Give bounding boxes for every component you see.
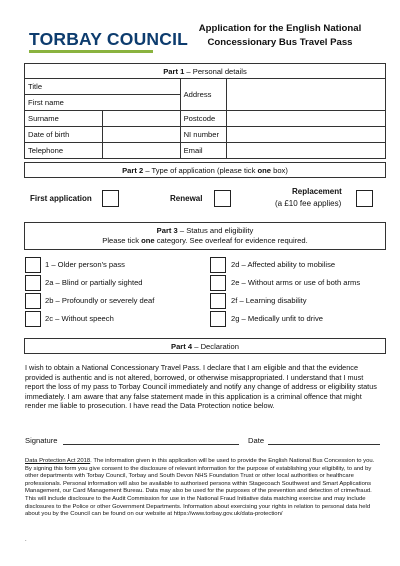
title-line-1: Application for the English National bbox=[198, 23, 362, 34]
postcode-field[interactable] bbox=[226, 111, 385, 127]
option-2g-label: 2g – Medically unfit to drive bbox=[231, 314, 324, 323]
telephone-label: Telephone bbox=[28, 146, 64, 155]
option-2a-label: 2a – Blind or partially sighted bbox=[45, 278, 143, 287]
logo-torbay-text: TORBAY bbox=[29, 29, 102, 49]
signature-label: Signature bbox=[25, 436, 58, 445]
option-2b-label: 2b – Profoundly or severely deaf bbox=[45, 296, 155, 305]
option-2g-checkbox[interactable] bbox=[210, 311, 226, 327]
signature-field[interactable] bbox=[63, 444, 239, 445]
renewal-checkbox[interactable] bbox=[214, 190, 231, 207]
surname-label: Surname bbox=[28, 114, 59, 123]
first-name-label: First name bbox=[28, 98, 64, 107]
email-label-cell bbox=[180, 143, 226, 159]
option-2f-label: 2f – Learning disability bbox=[231, 296, 307, 305]
option-1-label: 1 – Older person's pass bbox=[45, 260, 125, 269]
option-2f-checkbox[interactable] bbox=[210, 293, 226, 309]
first-name-field[interactable] bbox=[25, 95, 181, 111]
data-protection-text: . The information given in this application will be used to provide the English National Bus Concession to you. By signing this form you give consent to the disclosure of relevant information for the purpose of establishing your eligibility, to and by other departments with Torbay Council, Torbay and South Devon NHS Foundation Trust or other local authorities or healthcare professionals. Personal information will also be available to authorised persons within Stagecoach Southwest and Smart Applications Management, our Card Management Bureau. Data may also be used for the purposes of the prevention and detection of crime/fraud. This will include disclosure to the Audit Commission for use in the National Fraud Initiative data matching exercise and may include disclosures to the Police or other Government Departments. Information about exercising your rights in relation to personal data held about you by the Council can be found on our website at https://www.torbay.gov.uk/data-protection/ bbox=[25, 458, 375, 518]
option-2d-checkbox[interactable] bbox=[210, 257, 226, 273]
option-2a-checkbox[interactable] bbox=[25, 275, 41, 291]
surname-label-cell bbox=[25, 111, 103, 127]
trailing-dot: . bbox=[25, 537, 27, 543]
title-label: Title bbox=[28, 82, 43, 91]
part1-heading: Part 1 – Personal details bbox=[25, 64, 386, 79]
address-label-cell bbox=[180, 79, 226, 111]
address-label: Address bbox=[183, 90, 212, 99]
ni-label-cell bbox=[180, 127, 226, 143]
replacement-label: Replacement bbox=[292, 187, 342, 196]
postcode-label: Postcode bbox=[183, 114, 216, 123]
data-protection-title: Data Protection Act 2018 bbox=[25, 458, 91, 464]
part3-heading-box bbox=[24, 222, 386, 250]
title-line-2: Concessionary Bus Travel Pass bbox=[207, 37, 353, 48]
replacement-checkbox[interactable] bbox=[356, 190, 373, 207]
document-title bbox=[190, 22, 370, 50]
part3-heading: Part 3 – Status and eligibility Please tick one category. See overleaf for evidence required. bbox=[25, 223, 386, 250]
option-2e-label: 2e – Without arms or use of both arms bbox=[231, 278, 361, 287]
dob-label: Date of birth bbox=[28, 130, 70, 139]
logo-underline bbox=[29, 50, 153, 53]
dob-label-cell bbox=[25, 127, 103, 143]
telephone-field[interactable] bbox=[102, 143, 180, 159]
logo-council-text: COUNCIL bbox=[106, 29, 189, 49]
ni-number-field[interactable] bbox=[226, 127, 385, 143]
date-field[interactable] bbox=[268, 444, 380, 445]
part4-heading: Part 4 – Declaration bbox=[25, 339, 386, 354]
replacement-fee-note: (a £10 fee applies) bbox=[275, 199, 342, 208]
telephone-label-cell bbox=[25, 143, 103, 159]
renewal-label: Renewal bbox=[170, 194, 203, 203]
postcode-label-cell bbox=[180, 111, 226, 127]
option-1-checkbox[interactable] bbox=[25, 257, 41, 273]
title-field[interactable] bbox=[25, 79, 181, 95]
email-field[interactable] bbox=[226, 143, 385, 159]
data-protection-notice bbox=[25, 458, 381, 519]
address-field[interactable] bbox=[226, 79, 385, 111]
option-2b-checkbox[interactable] bbox=[25, 293, 41, 309]
option-2c-checkbox[interactable] bbox=[25, 311, 41, 327]
surname-field[interactable] bbox=[102, 111, 180, 127]
first-application-checkbox[interactable] bbox=[102, 190, 119, 207]
option-2e-checkbox[interactable] bbox=[210, 275, 226, 291]
option-2c-label: 2c – Without speech bbox=[45, 314, 114, 323]
option-2d-label: 2d – Affected ability to mobilise bbox=[231, 260, 336, 269]
part2-heading-box bbox=[24, 162, 386, 178]
ni-number-label: NI number bbox=[183, 130, 220, 139]
part2-heading: Part 2 – Type of application (please tick one box) bbox=[25, 163, 386, 178]
part1-personal-details-table bbox=[24, 63, 386, 159]
date-label: Date bbox=[248, 436, 265, 445]
email-label: Email bbox=[183, 146, 203, 155]
first-application-label: First application bbox=[30, 194, 92, 203]
torbay-council-logo bbox=[29, 29, 188, 50]
part4-heading-box bbox=[24, 338, 386, 354]
declaration-text: I wish to obtain a National Concessionary Travel Pass. I declare that I am eligible and that the evidence provided is authentic and is not altered, borrowed, or otherwise misappropriated. I understand that I must report the loss of my pass to Torbay Council immediately and notify any change of address or eligibility status immediately. I am aware that any false statement made in this application is a criminal offence that might render me liable to prosecution. I have read the Data Protection notice below. bbox=[25, 363, 377, 410]
dob-field[interactable] bbox=[102, 127, 180, 143]
